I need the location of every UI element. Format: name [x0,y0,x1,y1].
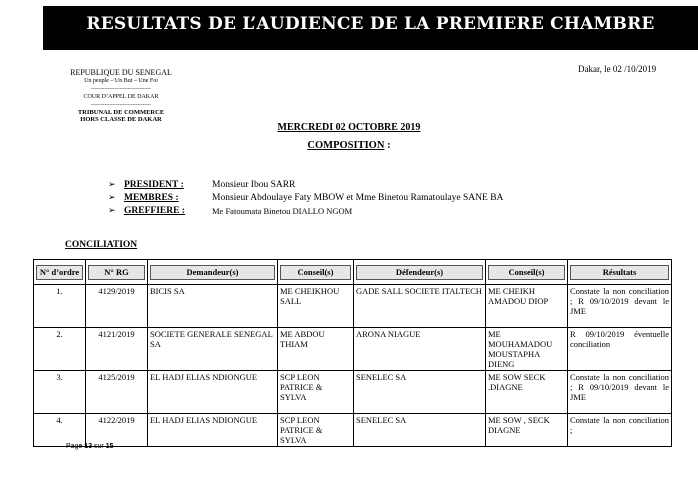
header-label: Défendeur(s) [356,265,483,280]
date-place: Dakar, le 02 /10/2019 [578,64,657,74]
cell-defendeur: GADE SALL SOCIETE ITALTECH [354,285,486,328]
header-label: Conseil(s) [280,265,351,280]
table-row [34,285,672,328]
header-cell [86,260,148,285]
cell-defendeur: ARONA NIAGUE [354,328,486,371]
composition-value: Monsieur Ibou SARR [212,179,296,190]
composition-label: PRESIDENT : [124,179,184,190]
cell-demandeur: EL HADJ ELIAS NDIONGUE [148,414,278,447]
cell-conseil: ME CHEIKHOU SALL [278,285,354,328]
session-day: MERCREDI 02 OCTOBRE 2019 [277,122,421,133]
cell-resultat: Constate la non conciliation ; R 09/10/2019 devant le JME [568,285,672,328]
cell-conseil: SCP LEON PATRICE & SYLVA [278,371,354,414]
issuer-block [62,68,180,123]
cell-demandeur: SOCIETE GENERALE SENEGAL SA [148,328,278,371]
footer-page-number: 13 [84,443,93,450]
cell-num: 2. [34,328,86,371]
page-footer [66,443,114,450]
header-cell [278,260,354,285]
header-label: Conseil(s) [488,265,565,280]
tribunal-class: HORS CLASSE DE DAKAR [80,116,162,123]
cell-conseil: ME MOUHAMADOU MOUSTAPHA DIENG [486,328,568,371]
cell-num: 1. [34,285,86,328]
cell-rg: 4121/2019 [86,328,148,371]
republic-name: REPUBLIQUE DU SENEGAL [70,68,172,77]
composition-colon: : [384,140,391,151]
composition-value: Me Fatoumata Binetou DIALLO NGOM [212,205,353,216]
header-cell [486,260,568,285]
cell-conseil: ME SOW SECK .DIAGNE [486,371,568,414]
composition-list [108,178,503,217]
header-label: N° RG [88,265,145,280]
arrow-bullet-icon: ➢ [108,179,116,189]
cell-rg: 4129/2019 [86,285,148,328]
composition-value: Monsieur Abdoulaye Faty MBOW et Mme Binetou Ramatoulaye SANE BA [212,192,504,203]
court-name: COUR D’APPEL DE DAKAR [83,94,159,100]
cell-conseil: ME ABDOU THIAM [278,328,354,371]
page-banner: RESULTATS DE L’AUDIENCE DE LA PREMIERE CHAMBRE [43,6,698,50]
arrow-bullet-icon: ➢ [108,205,116,215]
cell-conseil: ME CHEIKH AMADOU DIOP [486,285,568,328]
motto: Un peuple – Un But – Une Foi [84,78,158,84]
cell-defendeur: SENELEC SA [354,371,486,414]
footer-prefix: Page [66,443,85,450]
composition-heading [0,140,698,151]
cell-defendeur: SENELEC SA [354,414,486,447]
header-cell [354,260,486,285]
composition-label: MEMBRES : [124,192,179,203]
composition-label: COMPOSITION [307,140,385,151]
cell-conseil: SCP LEON PATRICE & SYLVA [278,414,354,447]
cell-num: 3. [34,371,86,414]
header-cell [34,260,86,285]
cell-rg: 4122/2019 [86,414,148,447]
composition-label: GREFFIERE : [124,205,185,216]
cell-conseil: ME SOW , SECK DIAGNE [486,414,568,447]
cell-demandeur: BICIS SA [148,285,278,328]
header-label: Résultats [570,265,669,280]
composition-item-greffiere [108,204,503,217]
header-label: Demandeur(s) [150,265,275,280]
composition-item-membres [108,191,503,204]
table-row [34,414,672,447]
tribunal-name: TRIBUNAL DE COMMERCE [77,109,165,116]
cell-rg: 4125/2019 [86,371,148,414]
separator: ------------------------------------ [91,103,151,108]
header-label: N° d’ordre [36,265,83,280]
cell-resultat: Constate la non conciliation ; [568,414,672,447]
results-table [33,259,672,447]
footer-page-total: 15 [105,443,114,450]
header-cell [568,260,672,285]
table-row [34,371,672,414]
header-cell [148,260,278,285]
arrow-bullet-icon: ➢ [108,192,116,202]
cell-resultat: Constate la non conciliation ; R 09/10/2019 devant le JME [568,371,672,414]
cell-resultat: R 09/10/2019 éventuelle conciliation [568,328,672,371]
cell-num: 4. [34,414,86,447]
composition-item-president [108,178,503,191]
cell-demandeur: EL HADJ ELIAS NDIONGUE [148,371,278,414]
footer-middle: sur [92,443,106,450]
separator: ------------------------------------ [91,87,151,92]
table-header-row [34,260,672,285]
table-row [34,328,672,371]
section-title: CONCILIATION [65,240,138,250]
